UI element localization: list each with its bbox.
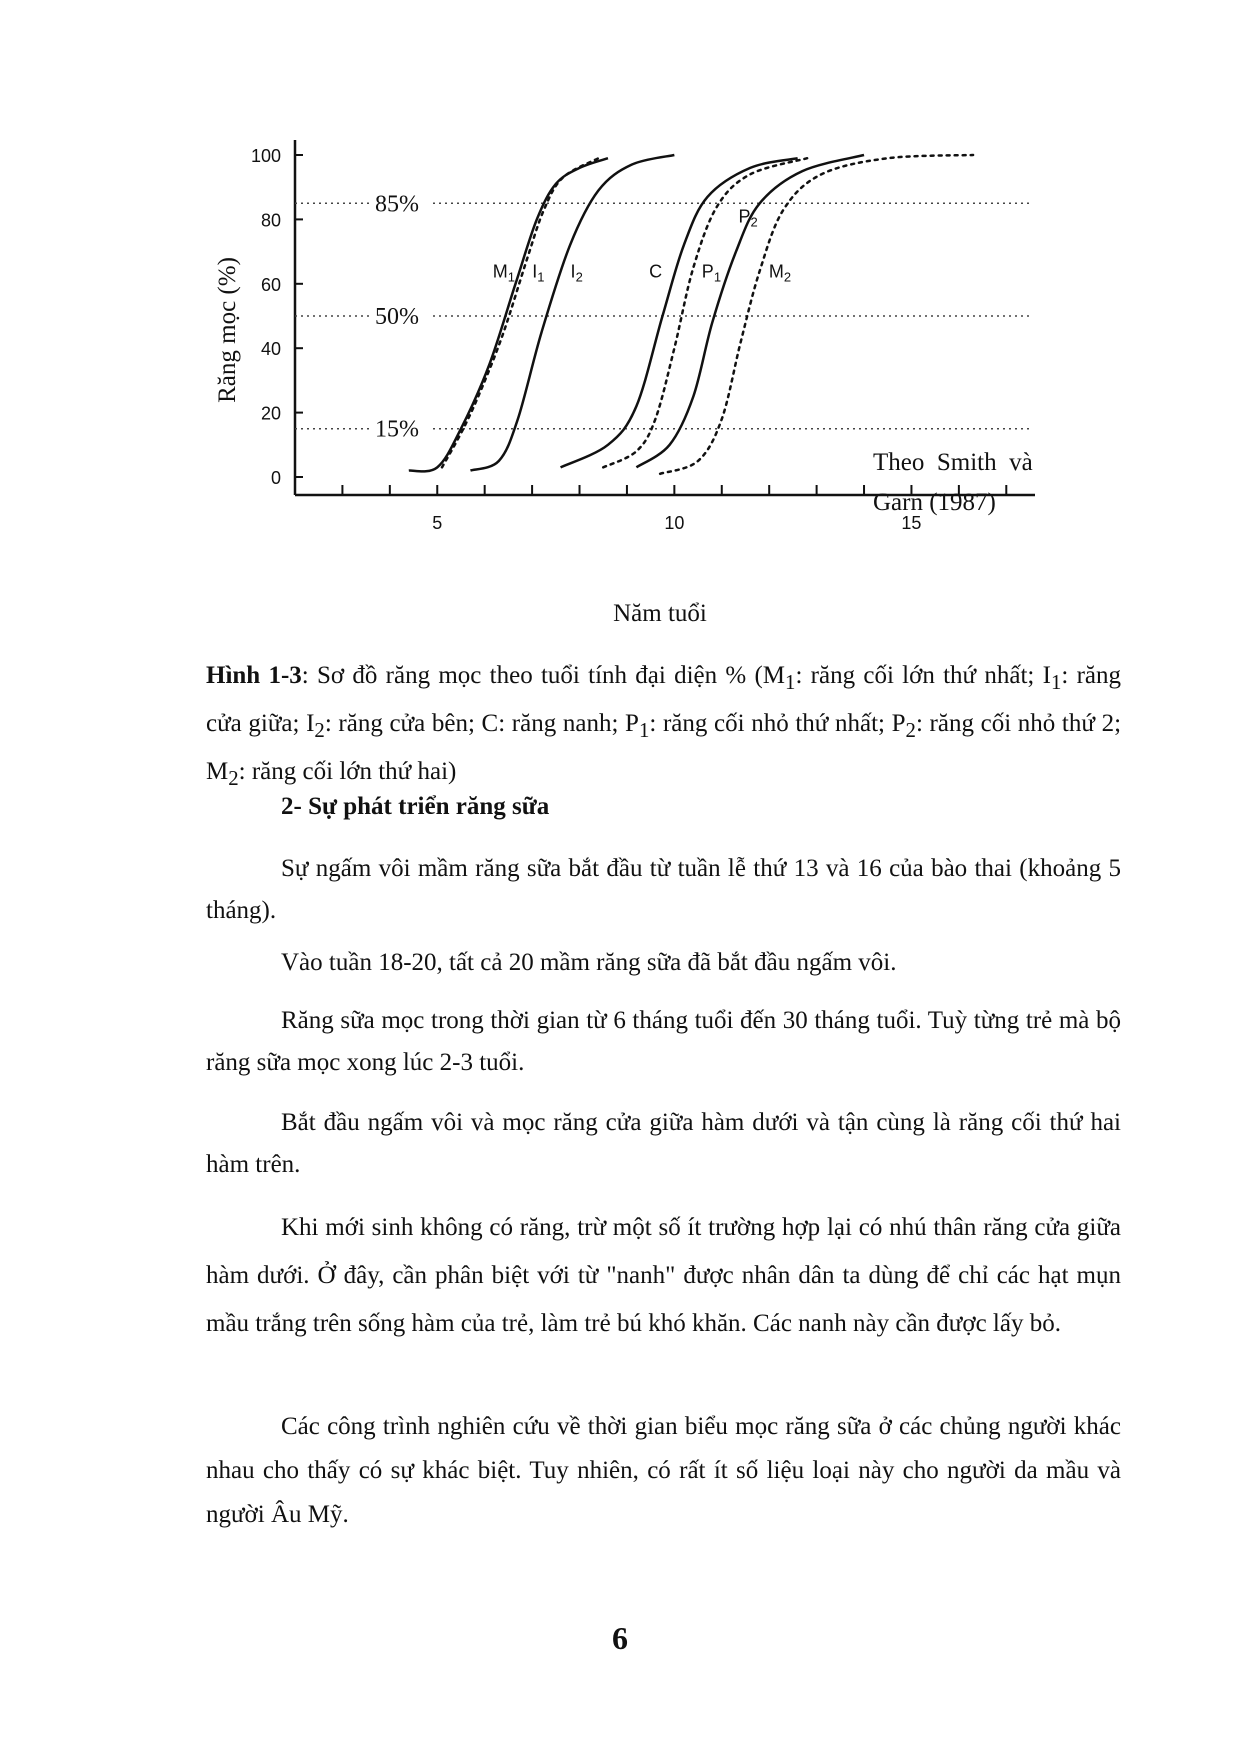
tooth-eruption-chart [190,140,1070,640]
y-tick-label: 80 [260,210,281,231]
caption-text: : răng cối nhỏ thứ nhất; P [649,710,906,737]
series-label-m2: $M_2$ [768,261,792,285]
figure-caption-label: Hình 1-3 [206,662,302,689]
series-curve-i2 [470,155,674,471]
section-heading: 2- Sự phát triển răng sữa [281,793,550,820]
caption-subscript: 1 [638,718,650,742]
reference-line-label: 50% [375,304,419,330]
series-curve-m1 [409,158,608,471]
y-tick-label: 100 [250,146,281,166]
series-label-m1: $M_1$ [492,261,515,285]
series-label-c: C [649,261,663,282]
series-curve-c [561,158,798,467]
x-tick-label: 15 [901,513,922,533]
series-curve-p1 [603,158,807,467]
series-label-i1: $I_1$ [532,261,545,285]
x-axis-label: Năm tuổi [613,600,707,627]
paragraph: Bắt đầu ngấm vôi và mọc răng cửa giữa hàm dưới và tận cùng là răng cối thứ hai hàm trên. [206,1109,1121,1178]
paragraph: Khi mới sinh không có răng, trừ một số ít trường hợp lại có nhú thân răng cửa giữa hàm dưới. Ở đây, cần phân biệt với từ "nanh" được nhân dân ta dùng để chỉ các hạt mụn mầu trắng trên sống hàm của trẻ, làm trẻ bú khó khăn. Các nanh này cần được lấy bỏ. [206,1214,1121,1337]
caption-subscript: 1 [1050,670,1062,694]
caption-text: : răng cửa bên; C: răng nanh; P [324,710,639,737]
paragraph: Vào tuần 18-20, tất cả 20 mầm răng sữa đã bắt đầu ngấm vôi. [281,949,897,976]
caption-text: : răng cối nhỏ thứ 2; M [206,710,1122,785]
y-tick-label: 0 [270,468,281,488]
caption-subscript: 2 [314,718,325,742]
caption-text: : Sơ đồ răng mọc theo tuổi tính đại diện % (M [301,662,786,689]
caption-subscript: 1 [785,670,796,694]
caption-subscript: 2 [228,766,239,790]
page-number: 6 [612,1620,628,1656]
source-annotation-line1: Theo Smith và [873,449,1033,476]
series-curve-p2 [636,155,864,467]
y-tick-label: 60 [260,274,281,295]
y-tick-label: 40 [260,339,281,360]
x-tick-label: 10 [664,513,685,533]
series-label-p1: $P_1$ [701,261,722,285]
figure-caption [206,655,1121,799]
y-axis-label: Răng mọc (%) [214,257,241,403]
y-tick-label: 20 [260,403,281,424]
caption-text: : răng cửa giữa; I [206,662,1122,737]
x-tick-label: 5 [432,513,443,533]
reference-line-label: 85% [375,191,419,218]
reference-line-label: 15% [375,416,419,443]
paragraph: Răng sữa mọc trong thời gian từ 6 tháng tuổi đến 30 tháng tuổi. Tuỳ từng trẻ mà bộ răng sữa mọc xong lúc 2-3 tuổi. [206,1007,1121,1076]
caption-subscript: 2 [905,718,916,742]
paragraph: Các công trình nghiên cứu về thời gian biểu mọc răng sữa ở các chủng người khác nhau cho thấy có sự khác biệt. Tuy nhiên, có rất ít số liệu loại này cho người da mầu và người Âu Mỹ. [206,1413,1121,1528]
source-annotation-line2: Garn (1987) [873,489,996,516]
series-label-p2: $P_2$ [738,206,758,230]
caption-text: : răng cối lớn thứ nhất; I [795,662,1051,689]
caption-text: : răng cối lớn thứ hai) [238,758,457,785]
series-label-i2: $I_2$ [570,261,583,285]
paragraph: Sự ngấm vôi mầm răng sữa bắt đầu từ tuần lễ thứ 13 và 16 của bào thai (khoảng 5 tháng). [206,855,1121,924]
